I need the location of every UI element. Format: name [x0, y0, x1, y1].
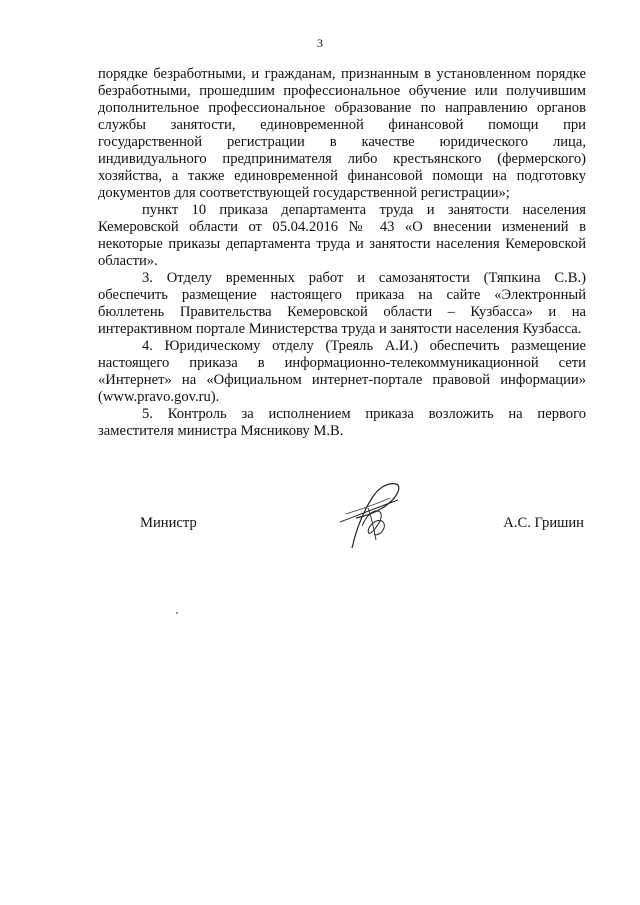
page-number: 3 [317, 36, 323, 50]
signatory-name: А.С. Гришин [503, 515, 584, 531]
document-body [98, 66, 586, 440]
signatory-title: Министр [140, 515, 197, 531]
paragraph-continuation: порядке безработными, и гражданам, признанным в установленном порядке безработными, прошедшим профессиональное обучение или получившим дополнительное профессиональное образование по направлению органов службы занятости, единовременной финансовой помощи при государственной регистрации в качестве юридического лица, индивидуального предпринимателя либо крестьянского (фермерского) хозяйства, а также единовременной финансовой помощи на подготовку документов для соответствующей государственной регистрации»; [98, 66, 586, 201]
paragraph-5: 5. Контроль за исполнением приказа возложить на первого заместителя министра Мясникову М.В. [98, 406, 586, 439]
signature-block [0, 515, 640, 545]
scan-speck [176, 612, 178, 614]
paragraph-3: 3. Отделу временных работ и самозанятости (Тяпкина С.В.) обеспечить размещение настоящего приказа на сайте «Электронный бюллетень Правительства Кемеровской области – Кузбасса» и на интерактивном портале Министерства труда и занятости населения Кузбасса. [98, 270, 586, 337]
paragraph-item-10: пункт 10 приказа департамента труда и занятости населения Кемеровской области от 05.04.2016 № 43 «О внесении изменений в некоторые приказы департамента труда и занятости населения Кемеровской области». [98, 202, 586, 269]
paragraph-4: 4. Юридическому отделу (Треяль А.И.) обеспечить размещение настоящего приказа в информационно-телекоммуникационной сети «Интернет» на «Официальном интернет-портале правовой информации» (www.pravo.gov.ru). [98, 338, 586, 405]
